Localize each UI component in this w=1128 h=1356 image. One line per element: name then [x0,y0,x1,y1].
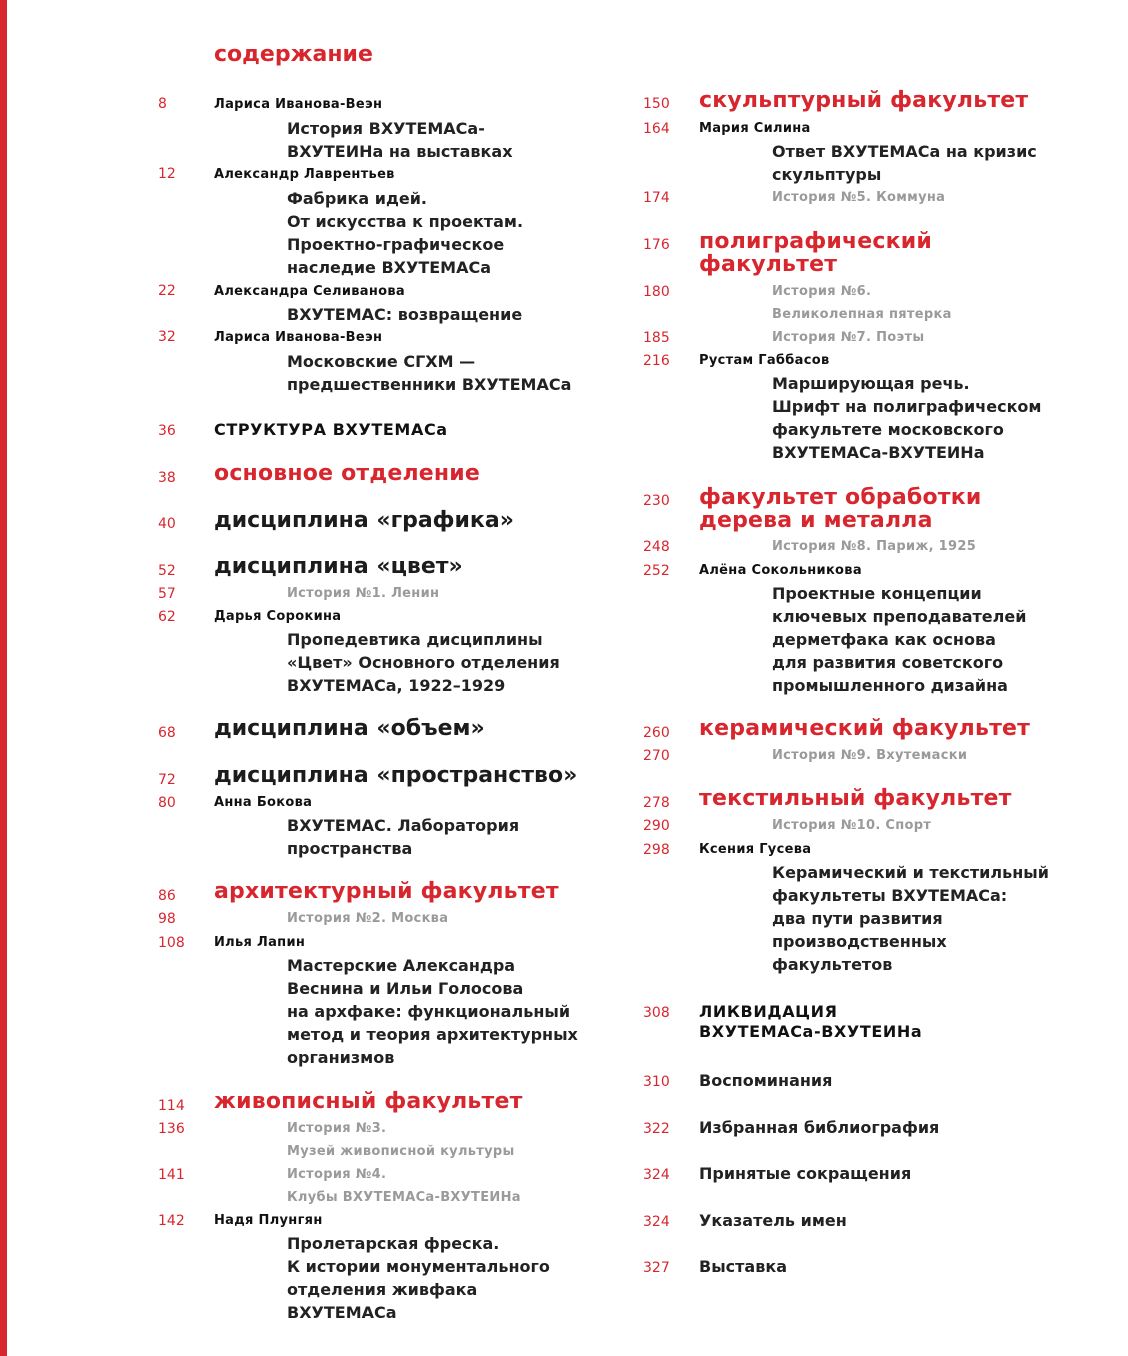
page-number: 40 [158,516,176,532]
page-number: 230 [643,493,670,509]
page-number: 22 [158,283,176,299]
page-number: 290 [643,818,670,834]
page-number: 108 [158,935,185,951]
author-name[interactable]: Надя Плунгян [214,1213,323,1228]
article-title-line[interactable]: Керамический и текстильный [772,863,1049,882]
section-title[interactable]: дерева и металла [699,508,933,533]
appendix-title[interactable]: Воспоминания [699,1071,833,1090]
page-number: 310 [643,1074,670,1090]
article-title-line[interactable]: два пути развития [772,909,943,928]
section-title[interactable]: скульптурный факультет [699,88,1029,113]
page-number: 324 [643,1167,670,1183]
page-number: 32 [158,329,176,345]
article-title-line[interactable]: Проектно-графическое [287,235,505,254]
page-number: 174 [643,190,670,206]
story-title[interactable]: История №9. Вхутемаски [772,748,968,763]
article-title-line[interactable]: на архфаке: функциональный [287,1002,571,1021]
page-number: 114 [158,1098,185,1114]
section-title[interactable]: ВХУТЕМАСа-ВХУТЕИНа [699,1022,923,1041]
article-title-line[interactable]: наследие ВХУТЕМАСа [287,258,492,277]
page-number: 308 [643,1005,670,1021]
story-title[interactable]: Клубы ВХУТЕМАСа-ВХУТЕИНа [287,1190,521,1205]
author-name[interactable]: Рустам Габбасов [699,353,830,368]
page-number: 136 [158,1121,185,1137]
appendix-title[interactable]: Принятые сокращения [699,1164,912,1183]
page-number: 327 [643,1260,670,1276]
article-title-line[interactable]: организмов [287,1048,395,1067]
red-spine-bar [0,0,7,1356]
article-title-line[interactable]: для развития советского [772,653,1004,672]
article-title-line[interactable]: От искусства к проектам. [287,212,524,231]
article-title-line[interactable]: Московские СГХМ — [287,352,476,371]
page-number: 322 [643,1121,670,1137]
section-title[interactable]: дисциплина «пространство» [214,763,578,788]
appendix-title[interactable]: Указатель имен [699,1211,847,1230]
page-number: 8 [158,96,167,112]
article-title-line[interactable]: ВХУТЕИНа на выставках [287,142,513,161]
page-number: 98 [158,911,176,927]
page-number: 62 [158,609,176,625]
article-title-line[interactable]: промышленного дизайна [772,676,1008,695]
article-title-line[interactable]: дерметфака как основа [772,630,996,649]
author-name[interactable]: Александра Селиванова [214,284,405,299]
page-number: 52 [158,563,176,579]
story-title[interactable]: История №4. [287,1167,387,1182]
story-title[interactable]: История №8. Париж, 1925 [772,539,977,554]
section-title[interactable]: ЛИКВИДАЦИЯ [699,1002,838,1021]
article-title-line[interactable]: К истории монументального [287,1257,550,1276]
appendix-title[interactable]: Выставка [699,1257,787,1276]
section-title[interactable]: керамический факультет [699,716,1031,741]
article-title-line[interactable]: ВХУТЕМАС: возвращение [287,305,523,324]
page-number: 141 [158,1167,185,1183]
article-title-line[interactable]: Мастерские Александра [287,956,516,975]
article-title-line[interactable]: Фабрика идей. [287,189,427,208]
author-name[interactable]: Анна Бокова [214,795,313,810]
story-title[interactable]: История №7. Поэты [772,330,925,345]
article-title-line[interactable]: ВХУТЕМАСа [287,1303,397,1322]
page-number: 260 [643,725,670,741]
appendix-title[interactable]: Избранная библиография [699,1118,940,1137]
article-title-line[interactable]: отделения живфака [287,1280,478,1299]
section-title[interactable]: полиграфический [699,229,933,254]
page-number: 38 [158,470,176,486]
page-number: 68 [158,725,176,741]
article-title-line[interactable]: скульптуры [772,165,882,184]
article-title-line[interactable]: факультеты ВХУТЕМАСа: [772,886,1008,905]
article-title-line[interactable]: Марширующая речь. [772,374,970,393]
article-title-line[interactable]: ВХУТЕМАСа, 1922–1929 [287,676,506,695]
article-title-line[interactable]: ВХУТЕМАСа-ВХУТЕИНа [772,443,985,462]
page-number: 324 [643,1214,670,1230]
section-title[interactable]: дисциплина «объем» [214,716,485,741]
article-title-line[interactable]: ключевых преподавателей [772,607,1027,626]
article-title-line[interactable]: производственных [772,932,947,951]
section-title[interactable]: СТРУКТУРА ВХУТЕМАСа [214,420,448,439]
story-title[interactable]: История №5. Коммуна [772,190,946,205]
article-title-line[interactable]: факультете московского [772,420,1004,439]
section-title[interactable]: архитектурный факультет [214,879,559,904]
page-number: 185 [643,330,670,346]
article-title-line[interactable]: Веснина и Ильи Голосова [287,979,524,998]
section-title[interactable]: живописный факультет [214,1089,523,1114]
story-title[interactable]: История №6. [772,284,872,299]
page-title: содержание [214,42,373,67]
page-number: 86 [158,888,176,904]
section-title[interactable]: факультет [699,252,838,277]
page-number: 180 [643,284,670,300]
page-number: 176 [643,237,670,253]
page-number: 216 [643,353,670,369]
article-title-line[interactable]: предшественники ВХУТЕМАСа [287,375,572,394]
article-title-line[interactable]: Пролетарская фреска. [287,1234,500,1253]
author-name[interactable]: Алёна Сокольникова [699,563,862,578]
author-name[interactable]: Мария Силина [699,121,811,136]
article-title-line[interactable]: Проектные концепции [772,584,982,603]
page-number: 142 [158,1213,185,1229]
section-title[interactable]: дисциплина «цвет» [214,554,463,579]
story-title[interactable]: Великолепная пятерка [772,307,952,322]
article-title-line[interactable]: Шрифт на полиграфическом [772,397,1042,416]
page-number: 150 [643,96,670,112]
section-title[interactable]: основное отделение [214,461,481,486]
article-title-line[interactable]: пространства [287,839,413,858]
article-title-line[interactable]: «Цвет» Основного отделения [287,653,560,672]
article-title-line[interactable]: Ответ ВХУТЕМАСа на кризис [772,142,1037,161]
article-title-line[interactable]: метод и теория архитектурных [287,1025,578,1044]
author-name[interactable]: Дарья Сорокина [214,609,342,624]
article-title-line[interactable]: История ВХУТЕМАСа- [287,119,485,138]
story-title[interactable]: История №10. Спорт [772,818,932,833]
page-number: 80 [158,795,176,811]
page-number: 36 [158,423,176,439]
story-title[interactable]: История №3. [287,1121,387,1136]
page-number: 72 [158,772,176,788]
page-number: 12 [158,166,176,182]
story-title[interactable]: История №2. Москва [287,911,449,926]
story-title[interactable]: История №1. Ленин [287,586,440,601]
page-number: 248 [643,539,670,555]
section-title[interactable]: факультет обработки [699,485,982,510]
author-name[interactable]: Александр Лаврентьев [214,167,395,182]
page-number: 57 [158,586,176,602]
page-number: 164 [643,121,670,137]
article-title-line[interactable]: Пропедевтика дисциплины [287,630,543,649]
author-name[interactable]: Лариса Иванова-Веэн [214,97,383,112]
story-title[interactable]: Музей живописной культуры [287,1144,515,1159]
section-title[interactable]: текстильный факультет [699,786,1012,811]
author-name[interactable]: Лариса Иванова-Веэн [214,330,383,345]
article-title-line[interactable]: ВХУТЕМАС. Лаборатория [287,816,520,835]
section-title[interactable]: дисциплина «графика» [214,508,514,533]
page-number: 278 [643,795,670,811]
page-number: 270 [643,748,670,764]
page-number: 298 [643,842,670,858]
page-number: 252 [643,563,670,579]
author-name[interactable]: Илья Лапин [214,935,306,950]
author-name[interactable]: Ксения Гусева [699,842,812,857]
article-title-line[interactable]: факультетов [772,955,893,974]
